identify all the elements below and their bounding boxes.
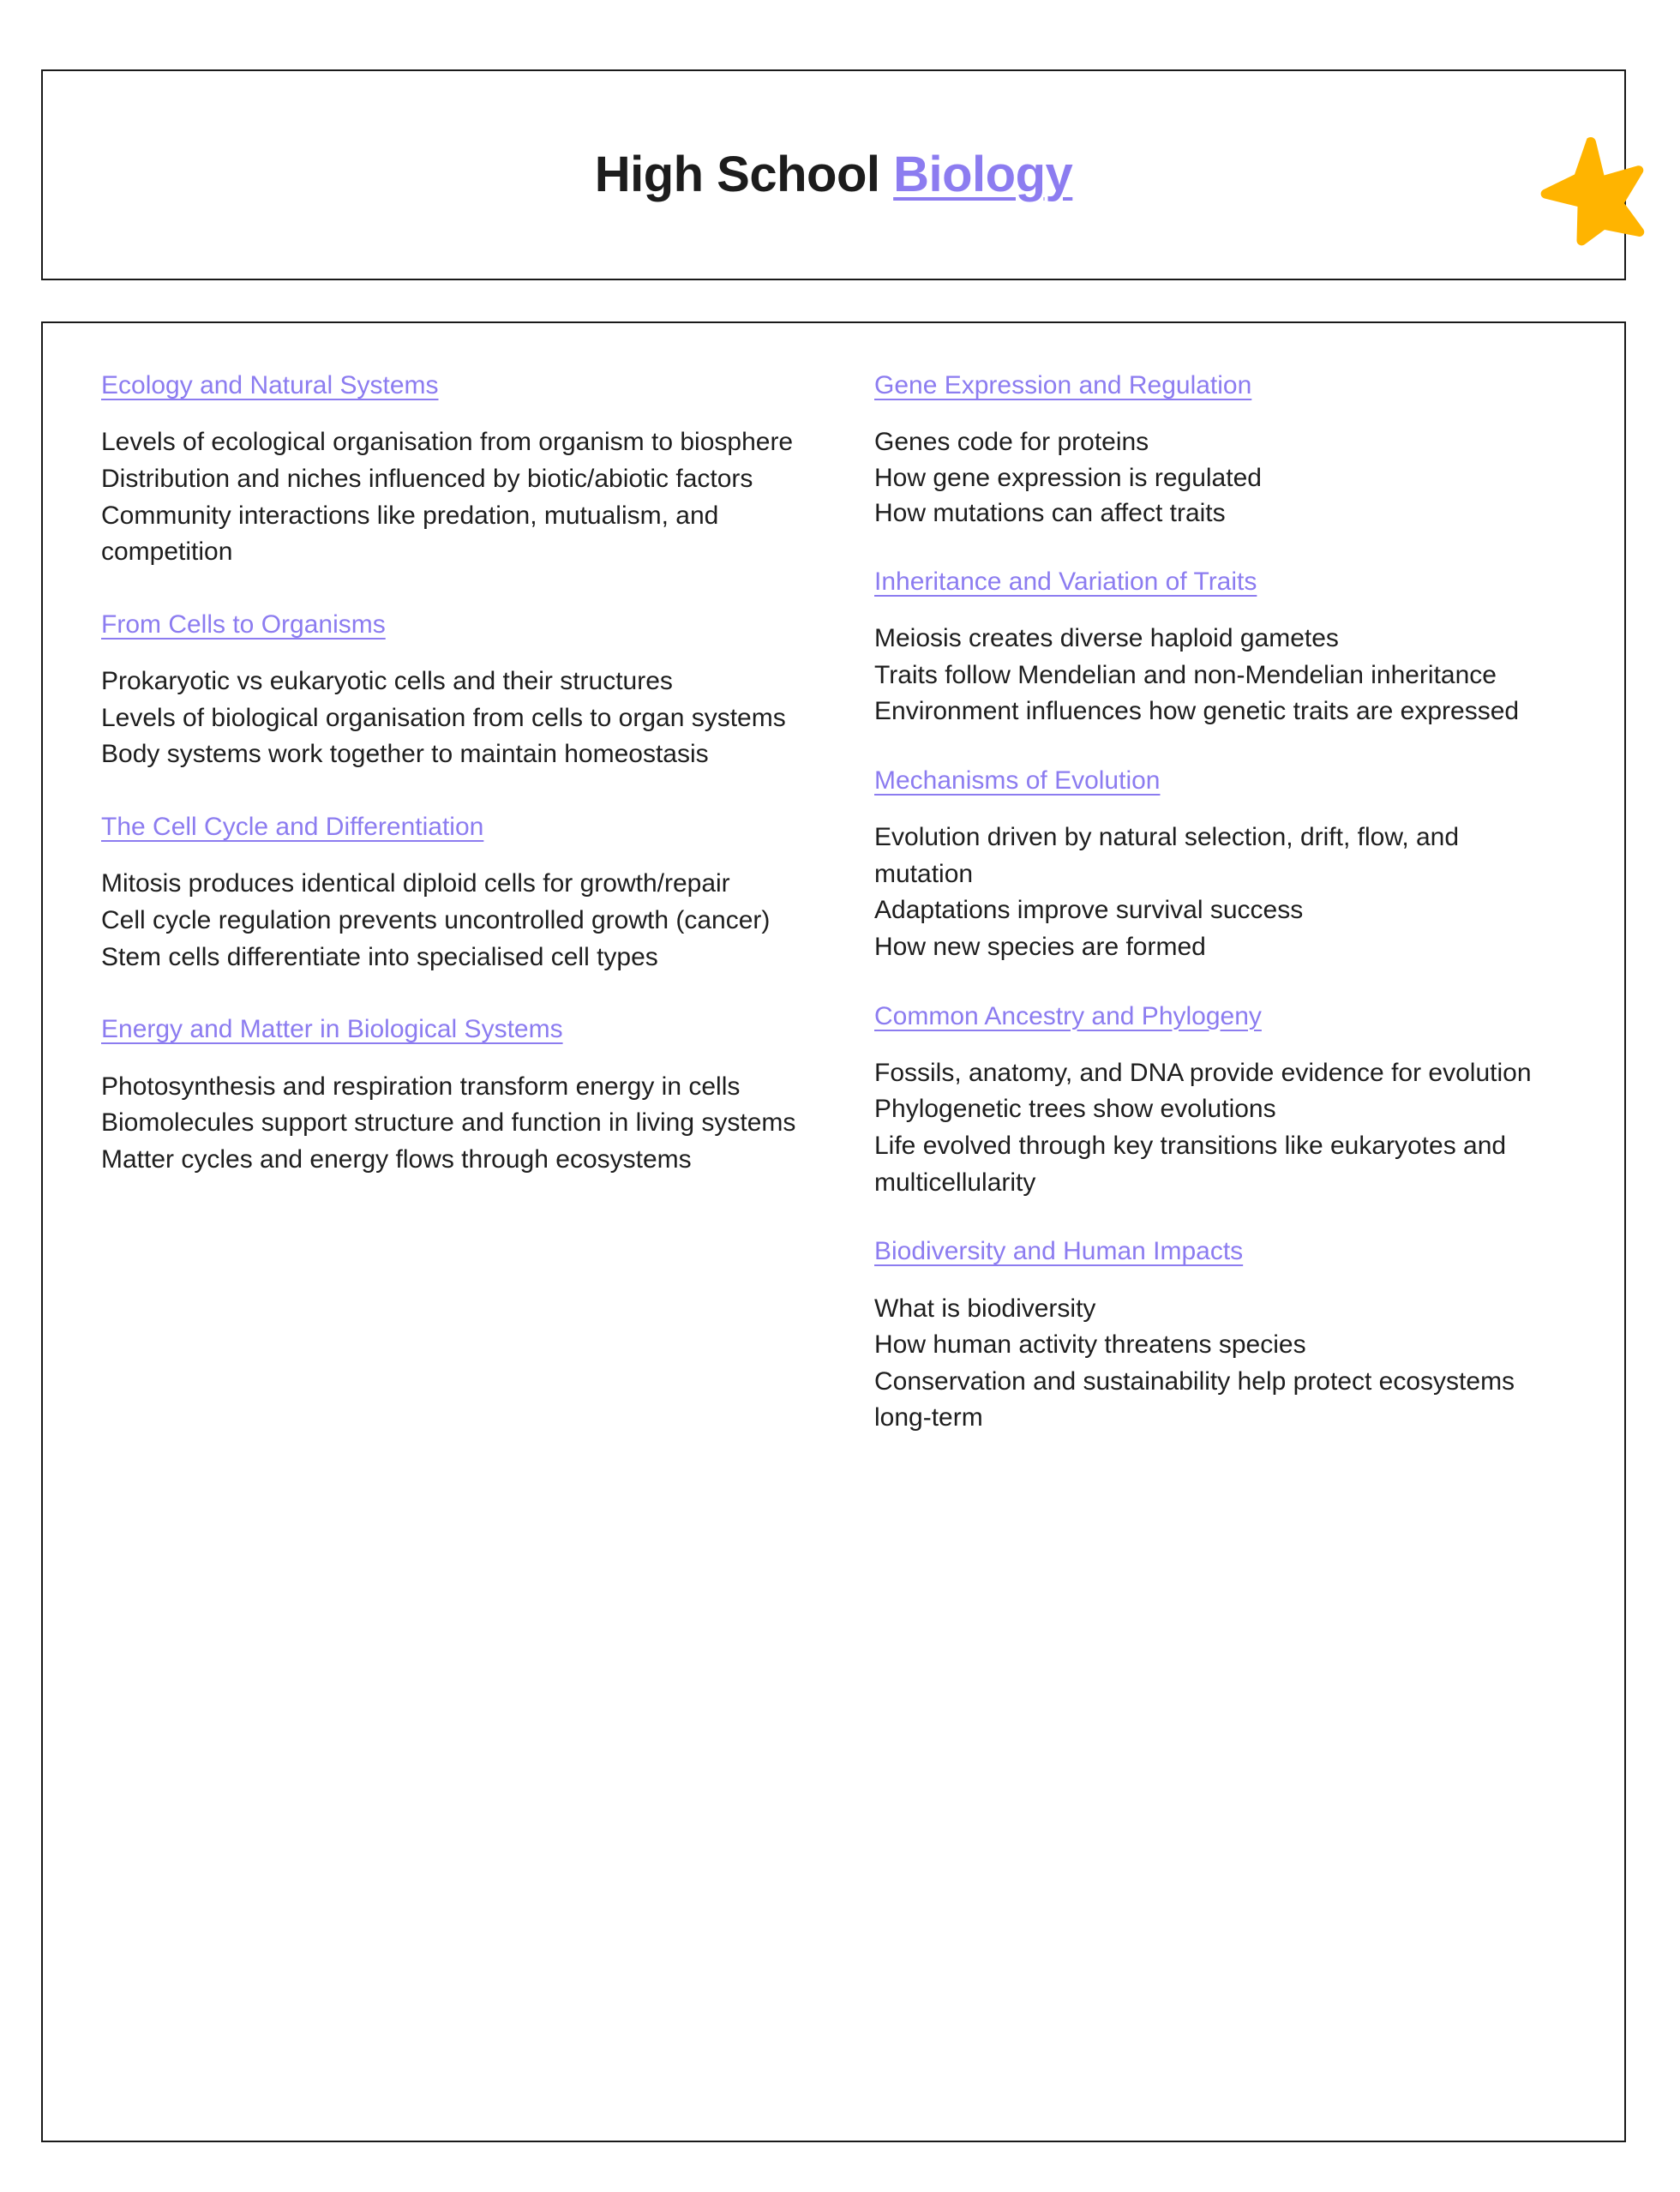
list-item: How new species are formed	[874, 932, 1206, 961]
section-heading[interactable]: Biodiversity and Human Impacts	[874, 1237, 1244, 1266]
section-biodiversity-and-human-impacts	[874, 1235, 1543, 1437]
right-column	[874, 369, 1543, 1471]
list-item: Genes code for proteins	[874, 428, 1149, 457]
section-heading[interactable]: Common Ancestry and Phylogeny	[874, 1001, 1262, 1030]
section-heading[interactable]: Energy and Matter in Biological Systems	[101, 1015, 563, 1044]
section-heading[interactable]: Inheritance and Variation of Traits	[874, 567, 1257, 596]
left-column	[101, 369, 804, 1471]
list-item: Fossils, anatomy, and DNA provide evidence for evolution	[874, 1058, 1532, 1087]
section-gene-expression-and-regulation	[874, 369, 1543, 531]
section-heading[interactable]: Gene Expression and Regulation	[874, 371, 1252, 399]
list-item: What is biodiversity	[874, 1294, 1096, 1323]
list-item: Mitosis produces identical diploid cells for growth/repair	[101, 869, 730, 898]
section-heading[interactable]: Ecology and Natural Systems	[101, 371, 439, 399]
list-item: Phylogenetic trees show evolutions	[874, 1095, 1276, 1124]
list-item: Biomolecules support structure and function in living systems	[101, 1108, 796, 1138]
section-bullet-list	[101, 866, 804, 976]
document-body	[41, 321, 1626, 2142]
content-columns	[101, 369, 1590, 1471]
list-item: Life evolved through key transitions like eukaryotes and multicellularity	[874, 1132, 1507, 1197]
section-bullet-list	[101, 1069, 804, 1179]
section-bullet-list	[874, 1291, 1543, 1437]
list-item: Cell cycle regulation prevents uncontrolled growth (cancer)	[101, 905, 771, 934]
list-item: Photosynthesis and respiration transform energy in cells	[101, 1072, 741, 1101]
section-bullet-list	[874, 820, 1543, 965]
section-bullet-list	[874, 621, 1543, 730]
section-energy-and-matter-in-biological-systems	[101, 1013, 804, 1178]
list-item: Evolution driven by natural selection, drift, flow, and mutation	[874, 823, 1460, 888]
list-item: Environment influences how genetic traits are expressed	[874, 697, 1520, 726]
section-mechanisms-of-evolution	[874, 765, 1543, 966]
section-heading[interactable]: The Cell Cycle and Differentiation	[101, 812, 484, 841]
list-item: Conservation and sustainability help protect ecosystems long-term	[874, 1366, 1515, 1432]
section-from-cells-to-organisms	[101, 609, 804, 773]
section-ecology-and-natural-systems	[101, 369, 804, 571]
section-heading[interactable]: From Cells to Organisms	[101, 610, 386, 639]
list-item: Matter cycles and energy flows through ecosystems	[101, 1144, 692, 1174]
page-title-plain: High School	[594, 147, 894, 203]
list-item: Community interactions like predation, mutualism, and competition	[101, 501, 719, 567]
document-header	[41, 69, 1626, 280]
section-heading[interactable]: Mechanisms of Evolution	[874, 766, 1161, 795]
list-item: Levels of ecological organisation from organism to biosphere	[101, 428, 794, 457]
list-item: Meiosis creates diverse haploid gametes	[874, 623, 1339, 652]
page-title	[595, 147, 1073, 202]
list-item: Levels of biological organisation from cells to organ systems	[101, 703, 786, 732]
section-inheritance-and-variation-of-traits	[874, 566, 1543, 730]
list-item: Traits follow Mendelian and non-Mendelian inheritance	[874, 660, 1497, 689]
list-item: Prokaryotic vs eukaryotic cells and their structures	[101, 667, 673, 696]
list-item: Stem cells differentiate into specialised cell types	[101, 942, 658, 971]
section-bullet-list	[874, 1055, 1543, 1201]
list-item: How gene expression is regulated	[874, 463, 1262, 492]
section-bullet-list	[874, 424, 1543, 531]
section-common-ancestry-and-phylogeny	[874, 1000, 1543, 1202]
list-item: How human activity threatens species	[874, 1330, 1306, 1360]
list-item: Body systems work together to maintain homeostasis	[101, 740, 709, 769]
list-item: Distribution and niches influenced by biotic/abiotic factors	[101, 464, 753, 493]
section-the-cell-cycle-and-differentiation	[101, 811, 804, 976]
list-item: Adaptations improve survival success	[874, 896, 1304, 925]
section-bullet-list	[101, 664, 804, 773]
page-title-accent: Biology	[893, 147, 1073, 203]
list-item: How mutations can affect traits	[874, 499, 1226, 528]
section-bullet-list	[101, 424, 804, 570]
